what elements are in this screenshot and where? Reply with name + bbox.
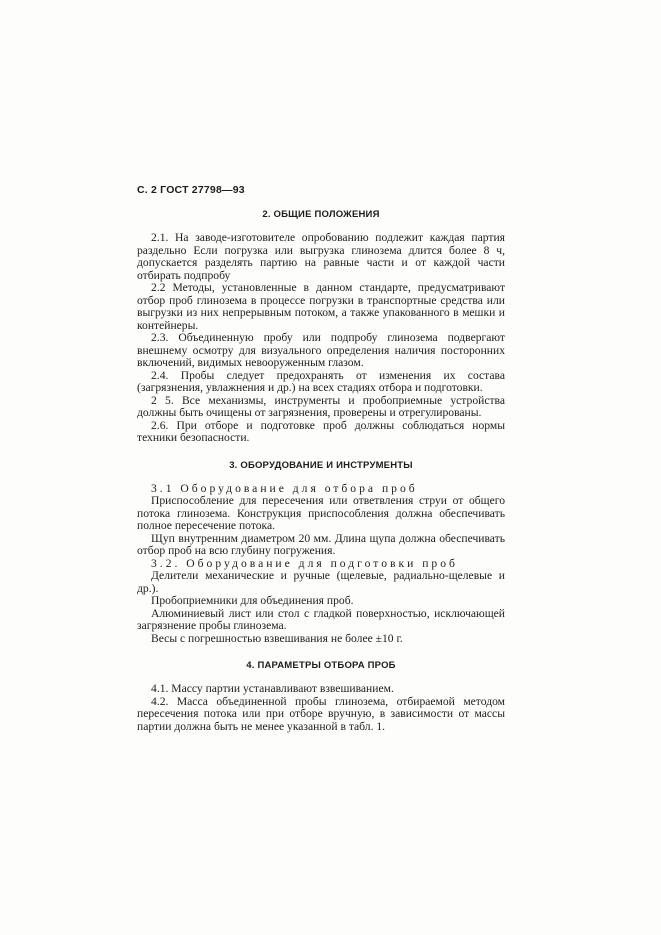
paragraph-3-2-b: Пробоприемники для объединения проб. [151,594,354,607]
paragraph-2-3: 2.3. Объединенную пробу или подпробу глинозема подвергают внешнему осмотру для визуального определения наличия посторонних включений, видимых невооруженным глазом. [137,331,505,369]
paragraph-2-1: 2.1. На заводе-изготовителе опробованию подлежит каждая партия раздельно Если погрузка или выгрузка глинозема длится более 8 ч, допускается разделять партию на равные части и от каждой части отбирать подпробу [137,231,505,282]
paragraph-2-5: 2 5. Все механизмы, инструменты и пробоприемные устройства должны быть очищены от загрязнения, проверены и отрегулированы. [137,393,505,419]
paragraph-2-2: 2.2 Методы, установленные в данном стандарте, предусматривают отбор проб глинозема в процессе погрузки в транспортные средства или выгрузки из них непрерывным потоком, а также упакованного в мешки и контейнеры. [137,281,505,332]
running-head: С. 2 ГОСТ 27798—93 [137,184,245,196]
paragraph-4-2: 4.2. Масса объединенной пробы глинозема, отбираемой методом пересечения потока или при отборе вручную, в зависимости от массы партии должна быть не менее указанной в табл. 1. [137,694,505,733]
paragraph-3-2-d: Весы с погрешностью взвешивания не более ±10 г. [151,631,403,645]
item-3-1-heading: 3.1 Оборудование для отбора проб [151,481,418,495]
paragraph-3-1-a: Приспособление для пересечения или ответвления струи от общего потока глинозема. Конструкция приспособления должна обеспечивать полное пересечение потока. [137,494,505,532]
paragraph-2-6: 2.6. При отборе и подготовке проб должны соблюдаться нормы техники безопасности. [137,418,505,444]
document-body [137,208,505,733]
paragraph-3-1-b: Щуп внутренним диаметром 20 мм. Длина щупа должна обеспечивать отбор проб на всю глубину погружения. [137,531,505,557]
section-title-parameters: 4. ПАРАМЕТРЫ ОТБОРА ПРОБ [246,660,396,671]
paragraph-3-2-a: Делители механические и ручные (щелевые, радиально-щелевые и др.). [137,569,505,595]
paragraph-2-4: 2.4. Пробы следует предохранять от изменения их состава (загрязнения, увлажнения и др.) на всех стадиях отбора и подготовки. [137,368,505,394]
section-title-general: 2. ОБЩИЕ ПОЛОЖЕНИЯ [262,209,380,220]
paragraph-4-1: 4.1. Массу партии устанавливают взвешиванием. [151,682,394,695]
item-3-2-heading: 3.2. Оборудование для подготовки проб [151,556,458,570]
paragraph-3-2-c: Алюминиевый лист или стол с гладкой поверхностью, исключающей загрязнение пробы глинозема. [137,606,505,632]
section-title-equipment: 3. ОБОРУДОВАНИЕ И ИНСТРУМЕНТЫ [229,459,413,471]
